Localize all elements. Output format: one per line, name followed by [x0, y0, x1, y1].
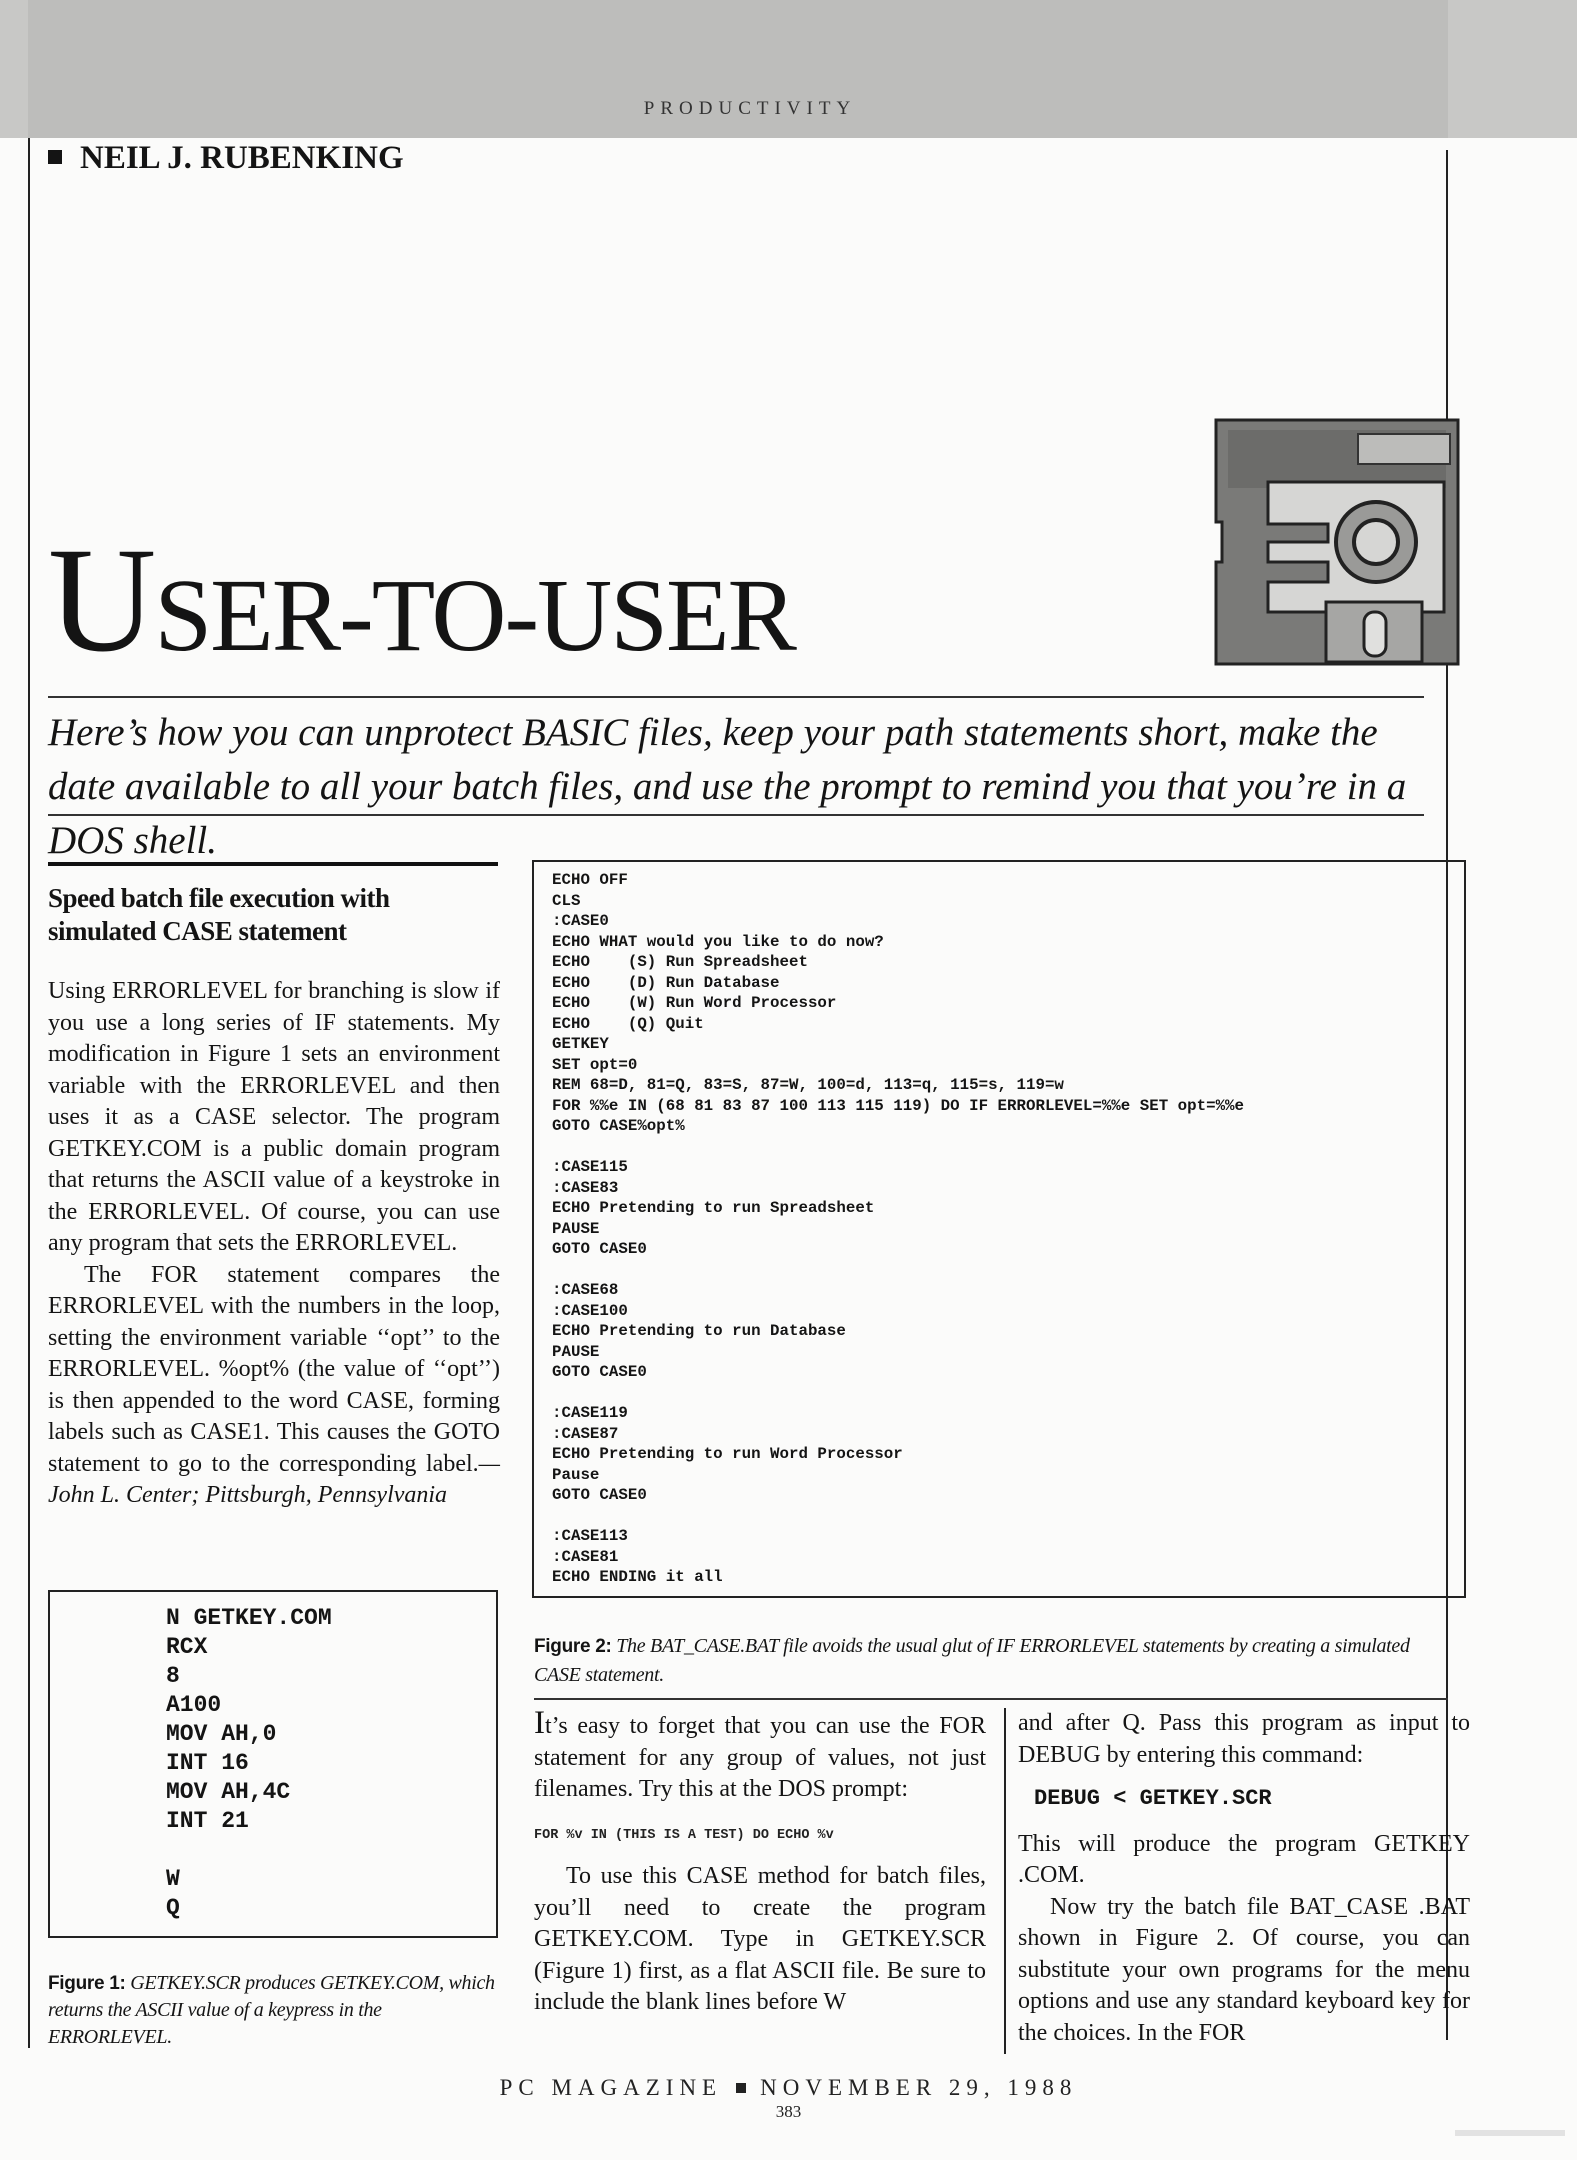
page-frame-left: [28, 138, 30, 2048]
figure1-caption: [48, 1970, 508, 2051]
figure1-code: N GETKEY.COM RCX 8 A100 MOV AH,0 INT 16 MOV AH,4C INT 21 W Q: [166, 1605, 332, 1921]
middle-paragraph: [534, 1705, 986, 1806]
floppy-disk-icon: [1208, 412, 1464, 670]
scan-smudge: [1455, 2130, 1565, 2136]
figure1-label: Figure 1:: [48, 1973, 126, 1994]
sidebar-paragraph: Using ERRORLEVEL for branching is slow if you use a long series of IF statements. My modification in Figure 1 sets an environment variable with the ERRORLEVEL and then uses it as a CASE selector. The program GETKEY.COM is a public domain program that returns the ASCII value of a keystroke in the ERRORLEVEL. Of course, you can use any program that sets the ERRORLEVEL.: [48, 978, 500, 1256]
bullet-square-icon: [48, 150, 62, 164]
middle-code: FOR %v IN (THIS IS A TEST) DO ECHO %v: [534, 1827, 834, 1843]
sidebar-heading: Speed batch file execution with simulated CASE statement: [48, 883, 390, 946]
right-column: [1018, 1708, 1470, 2049]
figure2-caption-text: The BAT_CASE.BAT file avoids the usual glut of IF ERRORLEVEL statements by creating a simulated CASE statement.: [534, 1635, 1410, 1686]
figure1-caption-text: GETKEY.SCR produces GETKEY.COM, which returns the ASCII value of a keypress in the ERRORLEVEL.: [48, 1972, 495, 2048]
footer-date: NOVEMBER 29, 1988: [760, 2075, 1078, 2100]
right-paragraph: This will produce the program GETKEY .COM.: [1018, 1830, 1470, 1888]
headline: [48, 517, 795, 691]
right-paragraph: and after Q. Pass this program as input to DEBUG by entering this command:: [1018, 1710, 1470, 1768]
sidebar-rule: [48, 862, 498, 866]
author-byline: [48, 140, 404, 177]
column-divider: [1004, 1708, 1006, 2054]
sidebar-paragraph: [48, 1260, 500, 1512]
right-paragraph: Now try the batch file BAT_CASE .BAT shown in Figure 2. Of course, you can substitute your own programs for the menu options and use any standard keyboard key for the choices. In the FOR: [1018, 1893, 1470, 2046]
deck-rule-bottom: [48, 814, 1424, 816]
footer-magazine: PC MAGAZINE: [499, 2075, 723, 2100]
headline-rest: SER-TO-USER: [154, 558, 795, 673]
footer-bullet-icon: [736, 2083, 746, 2093]
article-deck: Here’s how you can unprotect BASIC files, keep your path statements short, make the date available to all your batch files, and use the prompt to remind you that you’re in a DOS shell.: [48, 711, 1407, 862]
right-code: DEBUG < GETKEY.SCR: [1034, 1786, 1272, 1811]
figure2-label: Figure 2:: [534, 1636, 612, 1657]
headline-initial: U: [48, 517, 155, 683]
page-footer: [0, 2075, 1577, 2101]
middle-column: [534, 1705, 986, 2019]
sidebar-body: [48, 976, 500, 1512]
dropcap: I: [534, 1705, 545, 1741]
figure2-rule: [534, 1698, 1448, 1700]
author-name: NEIL J. RUBENKING: [80, 140, 404, 176]
sidebar-paragraph-text: The FOR statement compares the ERRORLEVEL with the numbers in the loop, setting the environment variable ‘‘opt’’ to the ERRORLEVEL. %opt% (the value of ‘‘opt’’) is then appended to the word CASE, forming labels such as CASE1. This causes the GOTO statement to go to the corresponding label.: [48, 1261, 500, 1477]
middle-paragraph-text: t’s easy to forget that you can use the FOR statement for any group of values, not just filenames. Try this at the DOS prompt:: [534, 1713, 986, 1802]
figure2-code: ECHO OFF CLS :CASE0 ECHO WHAT would you like to do now? ECHO (S) Run Spreadsheet ECHO (D) Run Database ECHO (W) Run Word Processor ECHO (Q) Quit GETKEY SET opt=0 REM 68=D, 81=Q, 83=S, 87=W, 100=d, 113=q, 115=s, 119=w FOR %%e IN (68 81 83 87 100 113 115 119) DO IF ERRORLEVEL=%%e SET opt=%%e GOTO CASE%opt% :CASE115 :CASE83 ECHO Pretending to run Spreadsheet PAUSE GOTO CASE0 :CASE68 :CASE100 ECHO Pretending to run Database PAUSE GOTO CASE0 :CASE119 :CASE87 ECHO Pretending to run Word Processor Pause GOTO CASE0 :CASE113 :CASE81 ECHO ENDING it all: [552, 871, 1245, 1586]
sidebar-credit: —John L. Center; Pittsburgh, Pennsylvania: [48, 1450, 500, 1508]
middle-paragraph: To use this CASE method for batch files, you’ll need to create the program GETKEY.COM. Type in GETKEY.SCR (Figure 1) first, as a flat ASCII file. Be sure to include the blank lines before W: [534, 1863, 986, 2015]
deck-rule-top: [48, 696, 1424, 698]
figure2-caption: [534, 1632, 1446, 1689]
page-number: 383: [775, 2102, 802, 2121]
section-label: PRODUCTIVITY: [643, 98, 857, 119]
